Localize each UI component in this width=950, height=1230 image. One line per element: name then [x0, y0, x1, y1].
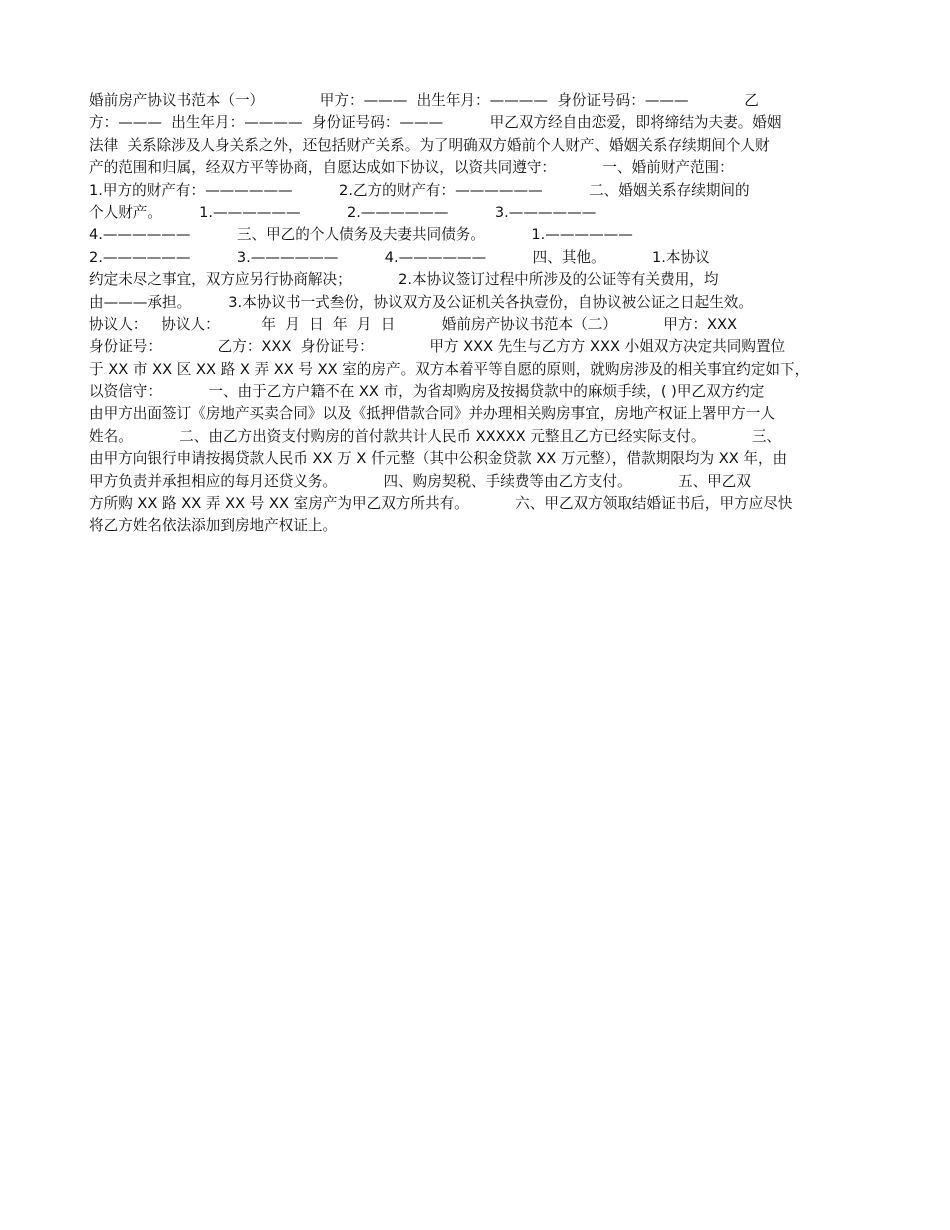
text-line: 法律 关系除涉及人身关系之外，还包括财产关系。为了明确双方婚前个人财产、婚姻关系存续期间个人财	[89, 136, 770, 154]
text-line: 2.—————— 3.—————— 4.—————— 四、其他。 1.本协议	[89, 248, 710, 266]
text-line: 产的范围和归属，经双方平等协商，自愿达成如下协议，以资共同遵守： 一、婚前财产范围：	[89, 159, 734, 177]
text-line: 婚前房产协议书范本（一） 甲方：——— 出生年月：———— 身份证号码：——— 乙	[89, 92, 759, 109]
text-line: 姓名。 二、由乙方出资支付购房的首付款共计人民币 XXXXX 元整且乙方已经实际支付。 三、	[89, 427, 782, 445]
text-line: 4.—————— 三、甲乙的个人债务及夫妻共同债务。 1.——————	[89, 226, 633, 244]
text-line: 方：——— 出生年月：———— 身份证号码：——— 甲乙双方经自由恋爱，即将缔结为夫妻。婚姻	[89, 114, 782, 132]
text-line: 于 XX 市 XX 区 XX 路 X 弄 XX 号 XX 室的房产。双方本着平等自愿的原则，就购房涉及的相关事宜约定如下，	[89, 360, 810, 378]
text-line: 甲方负责并承担相应的每月还贷义务。 四、购房契税、手续费等由乙方支付。 五、甲乙双	[89, 472, 751, 490]
text-line: 将乙方姓名依法添加到房地产权证上。	[89, 517, 338, 535]
text-line: 由———承担。 3.本协议书一式叁份，协议双方及公证机关各执壹份，自协议被公证之日起生效。	[89, 293, 753, 311]
text-line: 以资信守： 一、由于乙方户籍不在 XX 市，为省却购房及按揭贷款中的麻烦手续，( )甲乙双方约定	[89, 383, 765, 401]
text-line: 协议人： 协议人： 年 月 日 年 月 日 婚前房产协议书范本（二） 甲方：XXX	[89, 315, 738, 333]
text-line: 约定未尽之事宜，双方应另行协商解决； 2.本协议签订过程中所涉及的公证等有关费用，均	[89, 271, 719, 289]
text-line: 1.甲方的财产有：—————— 2.乙方的财产有：—————— 二、婚姻关系存续期间的	[89, 181, 750, 199]
document-body	[89, 90, 879, 538]
text-line: 身份证号： 乙方：XXX 身份证号： 甲方 XXX 先生与乙方方 XXX 小姐双方决定共同购置位	[89, 338, 786, 356]
text-line: 方所购 XX 路 XX 弄 XX 号 XX 室房产为甲乙双方所共有。 六、甲乙双方领取结婚证书后，甲方应尽快	[89, 495, 793, 513]
text-line: 个人财产。 1.—————— 2.—————— 3.——————	[89, 203, 597, 221]
text-line: 由甲方出面签订《房地产买卖合同》以及《抵押借款合同》并办理相关购房事宜，房地产权证上署甲方一人	[89, 405, 775, 423]
text-line: 由甲方向银行申请按揭贷款人民币 XX 万 X 仟元整（其中公积金贷款 XX 万元整），借款期限均为 XX 年，由	[89, 450, 788, 468]
